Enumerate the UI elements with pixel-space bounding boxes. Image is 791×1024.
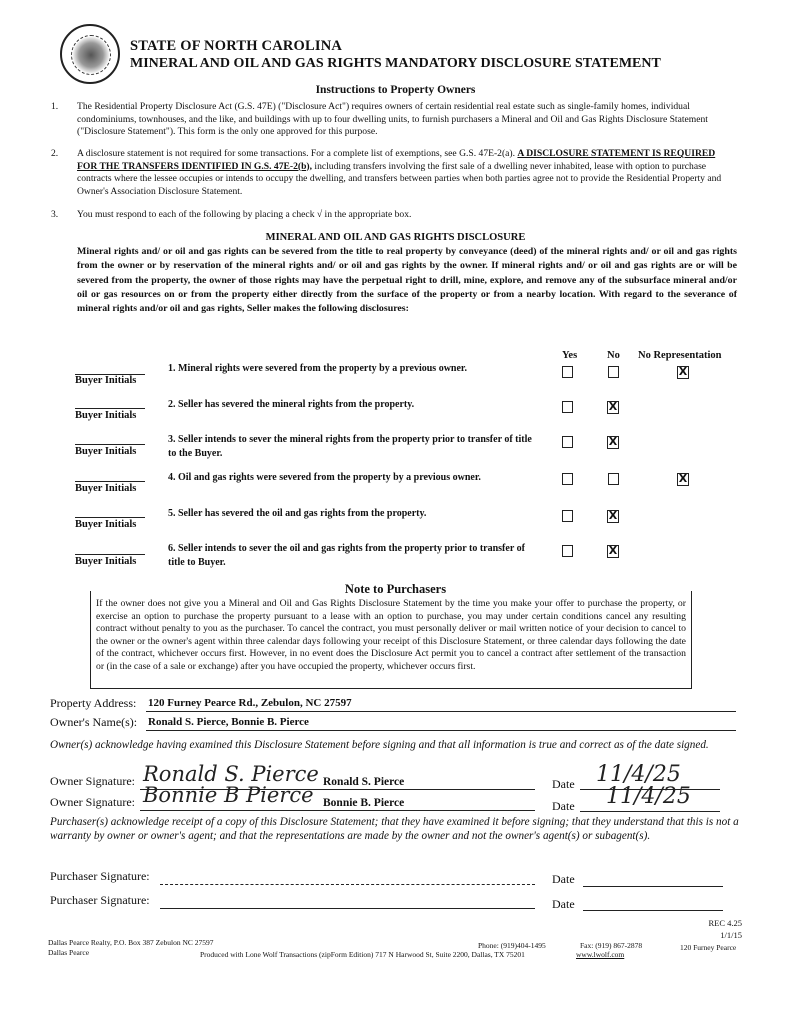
owner-date-1[interactable]: 11/4/25 [596, 762, 681, 787]
purchaser-date-line-2[interactable] [583, 910, 723, 911]
instruction-2: 2. A disclosure statement is not required for some transactions. For a complete list of exemptions, see G.S. 47E-2(a). A DISCLOSURE STATEMENT IS REQUIRED FOR THE TRANSFERS IDENTIFIED IN G.S. 47E-2(b), including transfers involving the first sale of a dwelling never inhabited, lease with option to purchase contracts where the lessee occupies or intends to occupy the dwelling, and transfers between parties when both parties agree not to provide the Residential Property and Owner's Association Disclosure Statement. [51, 148, 722, 197]
owner-signature-2[interactable]: Bonnie B Pierce [143, 783, 314, 807]
purchaser-date-line-1[interactable] [583, 886, 723, 887]
note-text: If the owner does not give you a Mineral and Oil and Gas Rights Disclosure Statement by the time you make your offer to purchase the property, or exercise an option to purchase the property pursuant to a lease with an option to purchase, you may under certain conditions cancel any resulting contract without penalty to you as the purchaser. To cancel the contract, you must personally deliver or mail written notice of your decision to cancel to the owner or the owner's agent within three calendar days following your receipt of this Disclosure Statement, or three calendar days following the date of the contract, whichever occurs first. However, in no event does the Disclosure Act permit you to cancel a contract after settlement of the transaction or (in the case of a sale or exchange) after you have occupied the property, whichever occurs first. [96, 598, 686, 672]
purchaser-signature-line-1[interactable] [160, 884, 535, 885]
footer-website-link[interactable]: www.lwolf.com [576, 950, 625, 959]
checkbox-yes-5[interactable] [562, 510, 573, 522]
property-address-label: Property Address: [50, 696, 137, 710]
checkbox-yes-1[interactable] [562, 366, 573, 378]
form-date: 1/1/15 [720, 930, 742, 940]
owners-name-value: Ronald S. Pierce, Bonnie B. Pierce [148, 716, 309, 728]
owner-name-2: Bonnie B. Pierce [323, 797, 405, 809]
owner-name-1: Ronald S. Pierce [323, 776, 405, 788]
purchaser-signature-line-2[interactable] [160, 908, 535, 909]
instruction-3: 3. You must respond to each of the following by placing a check √ in the appropriate box. [51, 209, 412, 220]
footer-broker: Dallas Pearce Realty, P.O. Box 387 Zebulon NC 27597 [48, 938, 214, 947]
buyer-initials-label: Buyer Initials [75, 375, 137, 386]
buyer-initials-label: Buyer Initials [75, 410, 137, 421]
disclosure-paragraph: Mineral rights and/ or oil and gas rights can be severed from the title to real property by conveyance (deed) of the mineral rights and/ or oil and gas rights from the owner or by reservation of the mineral rights and/ or oil and gas rights by the owner. If mineral rights and/ or oil and gas rights are or will be severed from the property, the owner of those rights may have the perpetual right to drill, mine, explore, and remove any of the subsurface mineral and/or oil or gas resources on or from the property either directly from the surface of the property or from a nearby location. With regard to the severance of mineral rights and/or oil and gas rights, Seller makes the following disclosures: [77, 246, 737, 315]
checkbox-no-5[interactable]: X [608, 509, 618, 522]
instruction-1: 1. The Residential Property Disclosure Act (G.S. 47E) ("Disclosure Act") requires owners of certain residential real estate such as single-family homes, individual condominiums, townhouses, and the like, and buildings with up to four dwelling units, to furnish purchasers a Mineral and Oil and Gas Rights Disclosure Statement ("Disclosure Statement"). This form is the only one approved for this purpose. [51, 101, 708, 137]
purchaser-acknowledgement: Purchaser(s) acknowledge receipt of a copy of this Disclosure Statement; that they have examined it before signing; that they understand that this is not a warranty by owner or owner's agent; and that the representations are made by the owner and not the owner's agent(s) or subagent(s). [50, 816, 739, 842]
checkbox-norep-1[interactable]: X [678, 365, 688, 378]
owner-date-label-1: Date [552, 777, 575, 791]
property-address-line [146, 711, 736, 712]
owner-signature-1[interactable]: Ronald S. Pierce [143, 762, 319, 786]
property-address-value: 120 Furney Pearce Rd., Zebulon, NC 27597 [148, 697, 352, 709]
column-yes: Yes [562, 350, 578, 361]
owner-acknowledgement: Owner(s) acknowledge having examined this Disclosure Statement before signing and that all information is true and correct as of the date signed. [50, 739, 709, 751]
owner-date-line-2 [580, 811, 720, 812]
owner-signature-line-2 [140, 810, 535, 811]
buyer-initials-line[interactable] [75, 408, 145, 409]
checkbox-no-3[interactable]: X [608, 435, 618, 448]
checkbox-no-6[interactable]: X [608, 544, 618, 557]
disclosure-heading: MINERAL AND OIL AND GAS RIGHTS DISCLOSURE [265, 232, 526, 243]
footer-produced: Produced with Lone Wolf Transactions (zipForm Edition) 717 N Harwood St, Suite 2200, Dallas, TX 75201 [200, 950, 525, 959]
disclosure-item-6: 6. Seller intends to sever the oil and gas rights from the property prior to transfer of title to Buyer. [168, 543, 525, 568]
state-seal-logo [60, 24, 120, 84]
checkbox-no-1[interactable] [608, 366, 619, 378]
checkbox-norep-4[interactable]: X [678, 472, 688, 485]
purchaser-date-label-1: Date [552, 872, 575, 886]
purchaser-date-label-2: Date [552, 897, 575, 911]
owners-name-line [146, 730, 736, 731]
buyer-initials-label: Buyer Initials [75, 556, 137, 567]
checkbox-yes-3[interactable] [562, 436, 573, 448]
owner-date-2[interactable]: 11/4/25 [606, 784, 691, 809]
buyer-initials-label: Buyer Initials [75, 483, 137, 494]
instructions-heading: Instructions to Property Owners [315, 84, 476, 96]
disclosure-item-1: 1. Mineral rights were severed from the property by a previous owner. [168, 363, 467, 374]
form-title: MINERAL AND OIL AND GAS RIGHTS MANDATORY DISCLOSURE STATEMENT [130, 56, 661, 71]
disclosure-item-2: 2. Seller has severed the mineral rights from the property. [168, 399, 415, 410]
buyer-initials-label: Buyer Initials [75, 519, 137, 530]
owner-signature-label: Owner Signature: [50, 795, 135, 809]
buyer-initials-line[interactable] [75, 554, 145, 555]
checkbox-no-2[interactable]: X [608, 400, 618, 413]
note-title: Note to Purchasers [344, 582, 447, 596]
checkbox-yes-4[interactable] [562, 473, 573, 485]
form-code: REC 4.25 [708, 918, 742, 928]
owner-signature-label: Owner Signature: [50, 774, 135, 788]
footer-file-name: 120 Furney Pearce [680, 943, 737, 952]
footer-phone: Phone: (919)404-1495 [478, 941, 546, 950]
purchaser-signature-label: Purchaser Signature: [50, 893, 150, 907]
purchaser-signature-label: Purchaser Signature: [50, 869, 150, 883]
owners-name-label: Owner's Name(s): [50, 715, 138, 729]
checkbox-yes-2[interactable] [562, 401, 573, 413]
column-no: No [607, 350, 620, 361]
footer-fax: Fax: (919) 867-2878 [580, 941, 643, 950]
column-no-representation: No Representation [638, 350, 722, 361]
disclosure-item-3: 3. Seller intends to sever the mineral rights from the property prior to transfer of title to the Buyer. [168, 434, 532, 459]
owner-date-label-2: Date [552, 799, 575, 813]
disclosure-item-4: 4. Oil and gas rights were severed from the property by a previous owner. [168, 472, 481, 483]
buyer-initials-label: Buyer Initials [75, 446, 137, 457]
disclosure-item-5: 5. Seller has severed the oil and gas rights from the property. [168, 508, 427, 519]
checkbox-no-4[interactable] [608, 473, 619, 485]
buyer-initials-line[interactable] [75, 444, 145, 445]
checkbox-yes-6[interactable] [562, 545, 573, 557]
buyer-initials-line[interactable] [75, 517, 145, 518]
state-title: STATE OF NORTH CAROLINA [130, 38, 343, 54]
buyer-initials-line[interactable] [75, 481, 145, 482]
footer-agent: Dallas Pearce [48, 948, 90, 957]
